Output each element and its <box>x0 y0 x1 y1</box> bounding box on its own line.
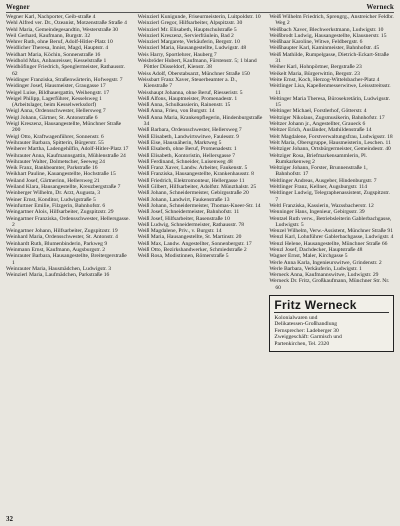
directory-entry: Weigel Philipp, Lagerführer, Kesselsweg 1 (Arbeitslager, beim Kesselwerksdorf) <box>6 95 102 109</box>
directory-entry: Weiß Elisabeth, Kontoristin, Hellersgasse 7 <box>137 152 236 159</box>
directory-entry: Weiß Anna, Schulkassierin, Rainenstr. 15 <box>137 102 231 109</box>
directory-entry: Weiherer Martha, Ladengehilfin, Adolf-Hitler-Platz 17 <box>6 146 129 153</box>
directory-entry: Weltlinger Ludwig, Telegraphenassistent, Zugspitzstr. 7 <box>269 190 390 203</box>
directory-entry: Wenzl Helene, Hausangestellte, Münchner Straße 66 <box>269 240 388 247</box>
directory-entry: Weinzierl Maria, Hausangestellte, Ludwigstr. 48 <box>137 45 247 52</box>
directory-entry: Weidinger Franziska, Straßenwärterin, Hofwegstr. 7 <box>6 76 123 83</box>
column-middle <box>138 14 263 352</box>
directory-entry: Weltinger Maria Theresa, Bürosekretärin, Ludwigsstr. 15 <box>269 95 391 109</box>
directory-entry: Weiß Alfons, Hauptmeister, Promenadestr. 1 <box>137 95 238 102</box>
directory-entry: Weiß Johann, Landwirt, Faukenstraße 13 <box>137 196 230 203</box>
directory-entry: Weltziger Johann, Ortsbürgermeister, Gemeindestr. 40 <box>269 146 391 153</box>
directory-entry: Weinzierl Maria, Laufmädchen, Parkstraße 16 <box>6 272 110 279</box>
directory-entry: Weinrauter Barbara, Hausangestellte, Breitergerstraße 1 <box>6 253 127 266</box>
directory-entry: Weiß Ferdinand, Schneider, Luisenweg 48 <box>137 158 233 165</box>
directory-entry: Weiß Johann, Schneidermeister, Gebirgsstraße 20 <box>137 190 249 197</box>
advertisement-line: Partenkirchen, Tel. 2320 <box>274 340 330 347</box>
directory-entry: Weiß Otto, Bezirkshandwerker, Schmiedstraße 2 <box>137 246 247 253</box>
directory-entry: Weinrauter Maria, Hausmädchen, Ludwigstr. 3 <box>6 265 112 272</box>
directory-entry: Weigl Otto, Kraftwagenführer, Sonnenstr. 6 <box>6 133 104 140</box>
directory-entry: Weiß Elisabeth, Landwirtswitwe, Faulesstr. 9 <box>137 133 239 140</box>
directory-entry: Weigel Luise, Bildhauergattin, Weihengstr. 17 <box>6 89 110 96</box>
directory-entry: Weiß Ludwig, Schneidermeister, Rathausstr. 78 <box>137 221 245 228</box>
advertisement-title: Fritz Werneck <box>274 299 389 313</box>
directory-entry: Weißhaar Karoline, Witwe, Feldbergstr. 6 <box>269 39 363 46</box>
directory-entry: Weiner Ernst, Konditor, Ludwigstraße 5 <box>6 196 96 203</box>
directory-entry: Weiß Magdalene, Priv., v. Burgstr. 14 <box>137 228 222 235</box>
directory-entry: Weisshaupt Johanna, ohne Beruf, Riesseristr. 5 <box>137 89 243 96</box>
directory-entry: Weiß Gilbert, Hilfsarbeiter, Adolfstr. Münzthalstr. 25 <box>137 184 257 191</box>
directory-entry: Weite Ernst, Koch, Herzog-Wittelsbacher-Platz 4 <box>269 76 380 83</box>
advertisement-line: Fernsprecher: Ladeberger 30 <box>274 327 339 334</box>
directory-entry: Weiß Franz Xaver, Landw. Arbeiter, Faukenstr. 5 <box>137 165 248 172</box>
directory-entry: Weltl Franziska, Kassierin, Wazssbacherstr. 12 <box>269 202 374 209</box>
directory-entry: Weidhöfinger Friedrich, Spenglermeister, Rathausstr. 62 <box>6 64 125 77</box>
running-head-right: Werneck <box>366 4 394 11</box>
advertisement-line: Zweiggeschäft: Garmisch und <box>274 334 342 341</box>
directory-entry: Weigl Anna, Ordensschwester, Hellersweg 7 <box>6 108 106 115</box>
directory-entry: Weinzierl Mr. Elisabeth, Hauptschulstraße 5 <box>137 26 237 33</box>
directory-entry: Weiss Adolf, Oberstabsarzt, Münchner Straße 150 <box>137 70 250 77</box>
directory-columns <box>6 14 394 352</box>
directory-entry: Weil Gerhard, Kaufmann, Burgstr. 32 <box>6 32 91 39</box>
advertisement-line: Kolonialwaren und <box>274 315 318 322</box>
directory-entry: Weiß Johann, Schneidermeister, Thomas-Kneer-Str. 14 <box>137 202 261 209</box>
directory-entry: Weltzer Johann jr., Angestellter, Graueck 6 <box>269 121 366 128</box>
directory-entry: Weisbröder Hubert, Kaufmann, Fürstenstr. 5; 1 bland Pöttler Düsseldorf, Kienstr. 38 <box>137 58 257 71</box>
directory-entry: Weiß Rosa, Modistinnen, Römerstraße 5 <box>137 253 229 260</box>
entry-list-middle <box>138 14 263 260</box>
directory-entry: Weidhold Max, Anbaureisser, Kesselstraße 1 <box>6 58 107 65</box>
directory-entry: Werneck Dr. Fritz, Großkaufmann, Münchner Str. Nr. 60 <box>269 278 390 291</box>
directory-entry: Wenzl Karl, Lohnführer Gablerbachgasse, Ludwigstr. 4 <box>269 234 394 241</box>
directory-entry: Weiland Klara, Hausangestellte, Kreuzbergstraße 7 <box>6 184 121 191</box>
directory-entry: Weltziger Johann, Forster, Brunnenstraße 1, Bahnhofstr. 17 <box>269 165 368 178</box>
directory-entry: Weinzierl Margarete, Verkäuferin, Bergstr. 10 <box>137 39 240 46</box>
advertisement-box <box>269 295 394 352</box>
directory-entry: Weingartner Franziska, Ordensschwester, Hellersgasse. 2 <box>6 215 130 228</box>
directory-entry: Weigl Kreszenz, Hausangestellte, Münchner Straße 200 <box>6 121 122 134</box>
directory-entry: Weltinger Michael, Forstlerhof, Götterstr. 4 <box>269 108 367 115</box>
entry-list-left <box>6 14 131 278</box>
directory-entry: Weiß Anna Maria, Krankenpflegerin, Hindenburgstraße 34 <box>137 114 263 128</box>
directory-entry: Wehl Alfred ver. Dr., Ozeanist, Motzenstraße Straße 4 <box>6 20 127 27</box>
directory-entry: Wenninger Hans, Ingenieur, Gebirgsstr. 39 <box>269 209 365 216</box>
directory-entry: Weitlinger Lisa, Kapellenmesserwitwe, Leissstreitsstr. 11 <box>269 83 391 96</box>
directory-entry: Weltzer Erich, Ausländer, Mathildenstraße 14 <box>269 127 372 134</box>
directory-entry: Weigl Johann, Gärtner, St. Antonstraße 6 <box>6 114 98 121</box>
directory-entry: Weis Harry, Sportlehrer, Hauberg 7 <box>137 51 217 58</box>
column-left <box>6 14 131 352</box>
directory-entry: Weiß Josef, Hilfsarbeiter, Rasenstraße 10 <box>137 215 230 222</box>
directory-entry: Werle Anna Karla, Ingenieurswitwe, Grindenstr. 2 <box>269 259 382 266</box>
directory-entry: Weiß Friedrich, Elektromonteur, Hellergasse 11 <box>137 177 245 184</box>
directory-entry: Welt Magdalene, Forstverwaltungsfrau, Ludwigsstr. 18 <box>269 133 393 140</box>
directory-entry: Weißhaupter Karl, Kaminmeister, Bahnhofstr. 45 <box>269 45 380 52</box>
directory-entry: Weissbart Franz Xaver, Steuerbeamter a. D., Kienstraße 7 <box>137 76 238 90</box>
entry-list-right <box>269 14 394 291</box>
directory-entry: Weinfurtner Emilie, Filzgerin, Bahnhofstr. 6 <box>6 202 106 209</box>
running-head-left: Wegner <box>6 4 30 11</box>
directory-entry: Weinhard Maria, Ordensschwester, St. Antonstr. 4 <box>6 234 118 241</box>
directory-entry: Weiß Elsabeth, ohne Beruf, Promenadestr. 1 <box>137 146 237 153</box>
directory-entry: Weiß Maria, Hausangestellte, St. Martinstr. 20 <box>137 234 242 241</box>
directory-entry: Weiß Eise, Hausnäherin, Marktweg 5 <box>137 139 222 146</box>
page-number: 32 <box>6 515 13 523</box>
directory-entry: Wentzel Ruth verw., Betriebsleiterin Gablerbachgasse, Ludwigstr. 5 <box>269 215 392 228</box>
directory-entry: Weinzierl Gregor, Hilfsarbeiter, Alpspitzstr. 30 <box>137 20 243 27</box>
directory-entry: Weiher Karl, Hohnpörtner, Bergstraße 23 <box>269 64 362 71</box>
directory-entry: Weihrauter Walter, Dolmetscher, Seeweg 24 <box>6 158 105 165</box>
directory-entry: Weltziger Rosa, Briefmarkensammlerin, Pl. Rumkarkenweg 2 <box>269 152 368 165</box>
directory-entry: Weihrauter Barbara, Spitterin, Bürgerstr. 55 <box>6 139 104 146</box>
directory-entry: Weik Franz, Bankbeamter, Parkstraße 16 <box>6 165 98 172</box>
directory-entry: Weingartner Johann, Hilfsarbeiter, Zugspitzstr. 19 <box>6 228 118 235</box>
directory-entry: Weißbach Xaver, Blechwerkstmann, Ludwigstr. 10 <box>269 26 384 33</box>
directory-entry: Weltlinger Andreas, Ausgeber, Hindenburgstr. 7 <box>269 177 377 184</box>
directory-entry: Weiß Wilhelm Friedrich, Sprengrg., Anstreicher Feldbr. Weg 2 <box>269 14 394 27</box>
directory-entry: Weinhardt Ruth, Blumenbinderin, Parkweg 9 <box>6 240 108 247</box>
directory-entry: Weidinger Josef, Hausmeister, Graugasse 17 <box>6 83 106 90</box>
directory-entry: Weikelt Maria, Bürgerwittin, Bergstr. 23 <box>269 70 360 77</box>
directory-entry: Weingartner Alois, Hilfsarbeiter, Zugspitzstr. 29 <box>6 209 114 216</box>
directory-entry: Weihrauter Anna, Kaufmannsgattin, Mühlenstraße 24 <box>6 152 126 159</box>
directory-entry: Weinzierl Kreszenz, Servierfräulein, Bad 2 <box>137 32 234 39</box>
directory-entry: Wagner Ernst, Maler, Kirchgasse 5 <box>269 253 348 260</box>
directory-entry: Wegner Karl, Nachporter, Geib-straße 4 <box>6 14 96 20</box>
directory-entry: Weidhart Maria, Köchin, Sonnenstraße 16 <box>6 51 101 58</box>
directory-entry: Weltlinger Franz, Kellner, Augsburgstr. 114 <box>269 184 368 191</box>
directory-entry: Weiß Mathilde, Rumpelgasse, Dietrich-Eckart-Straße 31 <box>269 51 389 65</box>
directory-entry: Weißbrodt Ludwig, Hausangestellte, Klausnerstr. 15 <box>269 32 387 39</box>
directory-entry: Weinzierl Kunigunde, Friseurmeisterin, Luitpoldstr. 10 <box>137 14 261 20</box>
directory-entry: Wenzel Wilhelm, Verw.-Assistent, Münchner Straße 91 <box>269 228 393 235</box>
directory-entry: Weiß Max, Landw. Angestellter, Sonnenbergstr. 17 <box>137 240 252 247</box>
directory-entry: Werle Barbara, Verkäuferin, Ludwigstr. 1 <box>269 265 362 272</box>
directory-entry: Werneck Anna, Kaufmannswitwe, Ludwigstr. 29 <box>269 272 379 279</box>
directory-entry: Weidlicher Theresa, Innist, Magd, Hauptstr. 4 <box>6 45 109 52</box>
directory-entry: Wehl Maria, Gemeindegesandtin, Westerstraße 30 <box>6 26 119 33</box>
directory-entry: Weiß Barbara, Ordensschwester, Hellersweg 7 <box>137 127 242 134</box>
directory-entry: Weinmann Ernst, Kaufmann, Augsburgstr. 2 <box>6 246 106 253</box>
directory-entry: Welt Maria, Obersgruppe, Hausmeisterin, Leschen. 11 <box>269 139 391 146</box>
directory-entry: Weiß Josef, Schneidermeister, Bahnhofstr. 11 <box>137 209 240 216</box>
column-right <box>269 14 394 352</box>
directory-entry: Wenzl Josef, Dachdecker, Hauptstraße 48 <box>269 246 363 253</box>
directory-entry: Weiß Anna, Frieu, von Burgstr. 14 <box>137 108 215 115</box>
directory-entry: Weikhart Pauline, Kauangestellte, Hochstraße 15 <box>6 171 116 178</box>
advertisement-lines <box>274 315 389 347</box>
advertisement-line: Delikatessen-Großhandlung <box>274 321 338 328</box>
directory-entry: Weiland Josef, Gärtnerinn, Hellersweg 21 <box>6 177 100 184</box>
directory-entry: Weiß Franziska, Hausangestellte, Krankenhausstr. 8 <box>137 171 254 178</box>
directory-entry: Weinberger Wilhelm, Dr. Arzt, Augusta, 3 <box>6 190 101 197</box>
running-head <box>6 4 394 13</box>
directory-entry: Weltziger Nikolaus, Zugsmusikerin, Bahnhofstr. 17 <box>269 114 385 121</box>
directory-entry: Wehrer Ruth, ohne Beruf, Adolf-Hitler-Platz 10 <box>6 39 113 46</box>
